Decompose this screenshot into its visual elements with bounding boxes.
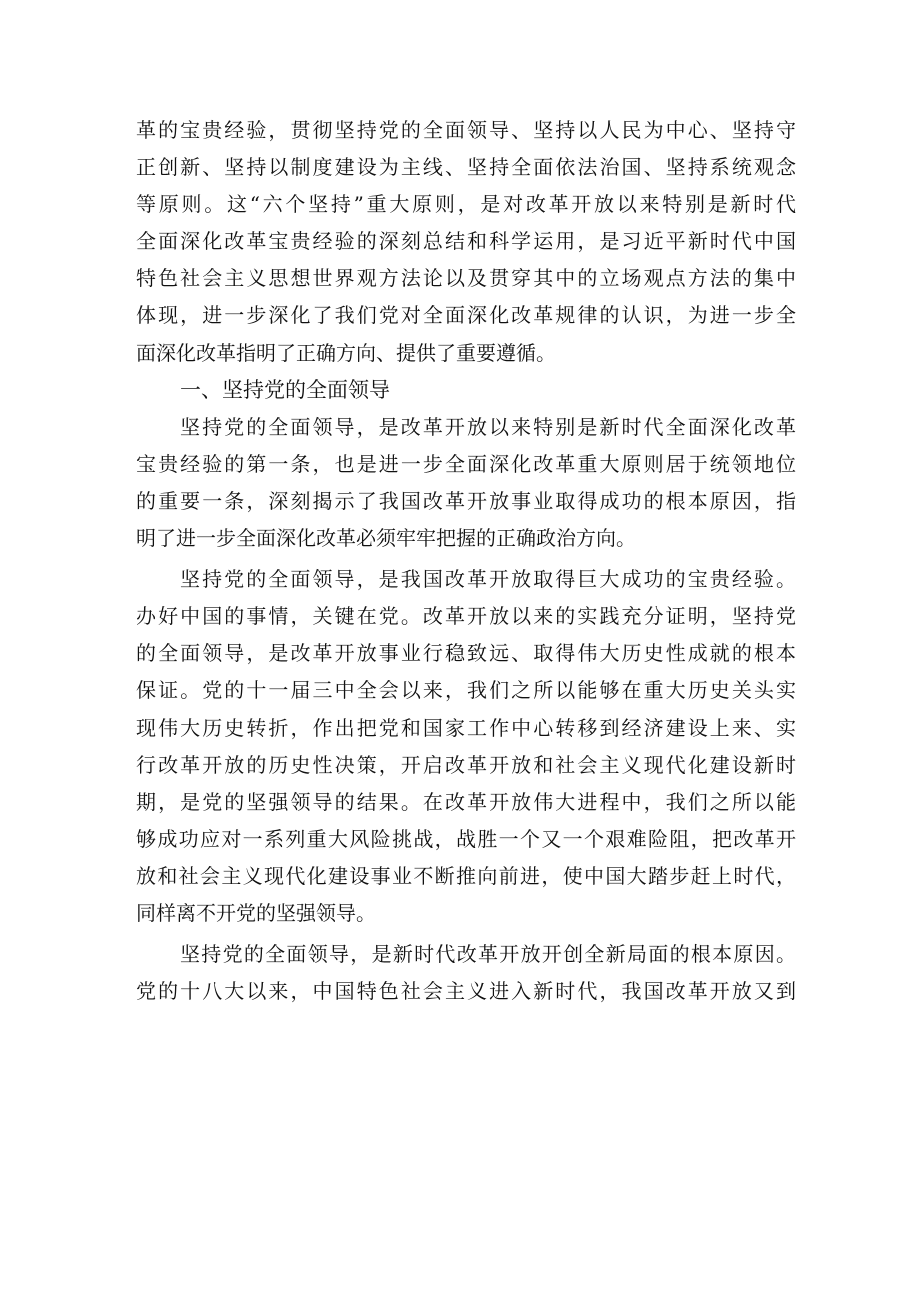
paragraph-line: 办好中国的事情，关键在党。改革开放以来的实践充分证明，坚持党 — [136, 604, 796, 629]
paragraph-line: 现伟大历史转折，作出把党和国家工作中心转移到经济建设上来、实 — [136, 715, 796, 740]
paragraph-line: 期，是党的坚强领导的结果。在改革开放伟大进程中，我们之所以能 — [136, 789, 796, 814]
paragraph-line: 够成功应对一系列重大风险挑战，战胜一个又一个艰难险阻，把改革开 — [136, 826, 796, 851]
paragraph-line: 的重要一条，深刻揭示了我国改革开放事业取得成功的根本原因，指 — [136, 488, 796, 513]
paragraph-line: 正创新、坚持以制度建设为主线、坚持全面依法治国、坚持系统观念 — [136, 155, 796, 180]
paragraph-line: 坚持党的全面领导，是我国改革开放取得巨大成功的宝贵经验。 — [180, 567, 796, 592]
document-body — [136, 112, 796, 1010]
paragraph-line: 坚持党的全面领导，是改革开放以来特别是新时代全面深化改革 — [180, 414, 796, 439]
paragraph-line: 行改革开放的历史性决策，开启改革开放和社会主义现代化建设新时 — [136, 752, 796, 777]
section-heading: 一、坚持党的全面领导 — [180, 377, 390, 402]
paragraph-line: 党的十八大以来，中国特色社会主义进入新时代，我国改革开放又到 — [136, 979, 796, 1004]
paragraph-line: 宝贵经验的第一条，也是进一步全面深化改革重大原则居于统领地位 — [136, 451, 796, 476]
paragraph-line: 革的宝贵经验，贯彻坚持党的全面领导、坚持以人民为中心、坚持守 — [136, 118, 796, 142]
paragraph-line: 全面深化改革宝贵经验的深刻总结和科学运用，是习近平新时代中国 — [136, 229, 796, 254]
paragraph-line: 放和社会主义现代化建设事业不断推向前进，使中国大踏步赶上时代， — [136, 863, 796, 888]
paragraph-line: 明了进一步全面深化改革必须牢牢把握的正确政治方向。 — [136, 526, 636, 551]
paragraph-line: 面深化改革指明了正确方向、提供了重要遵循。 — [136, 340, 556, 365]
paragraph-line: 特色社会主义思想世界观方法论以及贯穿其中的立场观点方法的集中 — [136, 266, 796, 291]
paragraph-line: 体现，进一步深化了我们党对全面深化改革规律的认识，为进一步全 — [136, 303, 796, 328]
paragraph-line: 等原则。这“六个坚持”重大原则，是对改革开放以来特别是新时代 — [136, 192, 796, 217]
paragraph-line: 保证。党的十一届三中全会以来，我们之所以能够在重大历史关头实 — [136, 678, 796, 703]
paragraph-line: 的全面领导，是改革开放事业行稳致远、取得伟大历史性成就的根本 — [136, 641, 796, 666]
paragraph-line: 坚持党的全面领导，是新时代改革开放开创全新局面的根本原因。 — [180, 942, 796, 967]
paragraph-line: 同样离不开党的坚强领导。 — [136, 900, 376, 925]
